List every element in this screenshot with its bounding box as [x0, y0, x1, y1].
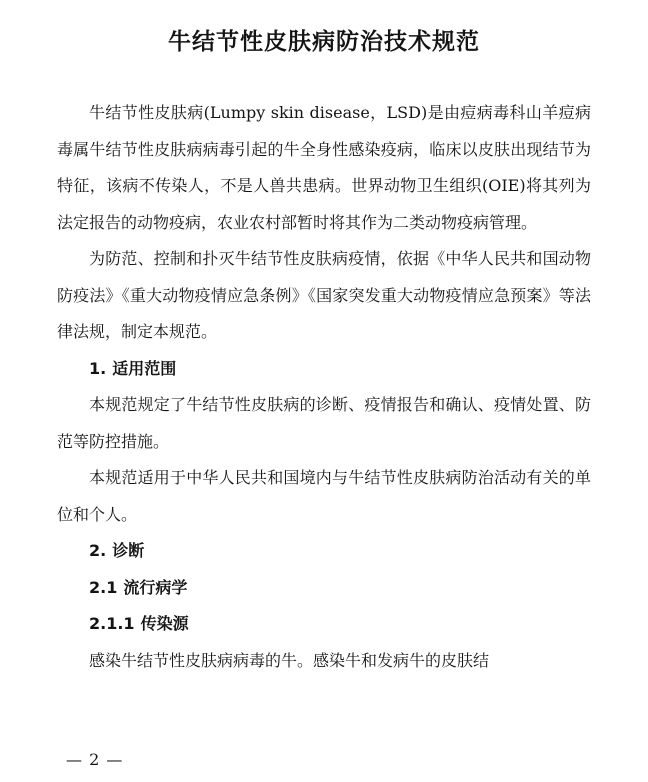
page-number: — 2 — — [66, 750, 124, 769]
intro-paragraph-1: 牛结节性皮肤病(Lumpy skin disease，LSD)是由痘病毒科山羊痘病毒属牛结节性皮肤病病毒引起的牛全身性感染疫病，临床以皮肤出现结节为特征，该病不传染人，不是人兽共患病。世界动物卫生组织(OIE)将其列为法定报告的动物疫病，农业农村部暂时将其作为二类动物疫病管理。 — [57, 103, 591, 232]
subsection-title: 传染源 — [140, 614, 189, 633]
subsection-heading-2-1-1 — [57, 606, 591, 643]
document-body — [57, 95, 591, 679]
section-title: 适用范围 — [112, 358, 177, 378]
section-title: 诊断 — [112, 541, 145, 560]
section-number: 1. — [89, 358, 107, 378]
subsection-heading-2-1 — [57, 570, 591, 607]
page-title: 牛结节性皮肤病防治技术规范 — [168, 29, 480, 55]
section-1-paragraph-2: 本规范适用于中华人民共和国境内与牛结节性皮肤病防治活动有关的单位和个人。 — [57, 468, 591, 524]
subsection-number: 2.1 — [89, 577, 118, 597]
subsection-number: 2.1.1 — [89, 614, 135, 633]
section-1-paragraph-1: 本规范规定了牛结节性皮肤病的诊断、疫情报告和确认、疫情处置、防范等防控措施。 — [57, 395, 591, 451]
section-2-paragraph: 感染牛结节性皮肤病病毒的牛。感染牛和发病牛的皮肤结 — [89, 650, 490, 670]
intro-paragraph-2: 为防范、控制和扑灭牛结节性皮肤病疫情，依据《中华人民共和国动物防疫法》《重大动物疫情应急条例》《国家突发重大动物疫情应急预案》等法律法规，制定本规范。 — [57, 249, 591, 341]
section-heading-1 — [57, 351, 591, 388]
section-heading-2 — [57, 533, 591, 570]
section-number: 2. — [89, 541, 107, 560]
subsection-title: 流行病学 — [123, 577, 188, 597]
